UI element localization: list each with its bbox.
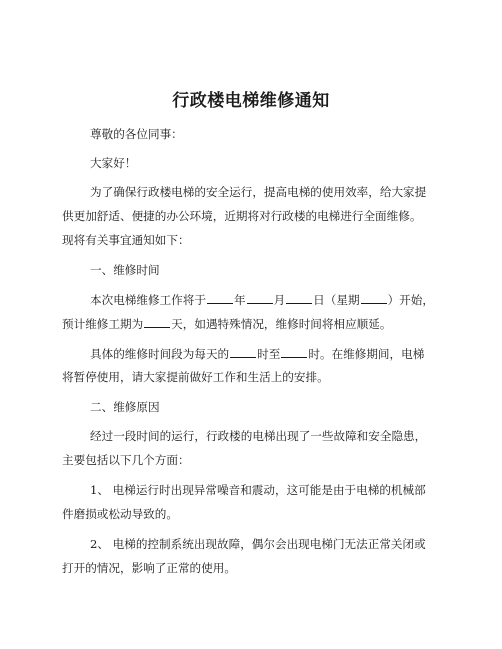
text-fragment: 本次电梯维修工作将于	[90, 293, 206, 307]
intro-line-2: 供更加舒适、便捷的办公环境，近期将对行政楼的电梯进行全面维修。	[62, 209, 422, 223]
salutation: 尊敬的各位同事：	[90, 127, 183, 141]
text-fragment: 时至	[257, 347, 281, 361]
section2-para1-line1: 经过一段时间的运行，行政楼的电梯出现了一些故障和安全隐患，	[90, 429, 427, 443]
section1-para1-line1	[90, 291, 434, 308]
document-title: 行政楼电梯维修通知	[172, 91, 330, 111]
section1-para2-line2: 将暂停使用，请大家提前做好工作和生活上的安排。	[62, 370, 329, 384]
section2-heading: 二、维修原因	[90, 400, 160, 414]
text-fragment: 月	[273, 293, 286, 307]
text-fragment: 具体的维修时间段为每天的	[90, 347, 230, 361]
greeting: 大家好！	[90, 156, 137, 170]
fill-blank-month	[247, 291, 273, 304]
fill-blank-year	[207, 291, 233, 304]
section2-item2-line2: 打开的情况，影响了正常的使用。	[62, 561, 236, 575]
text-fragment: 日（星期	[313, 293, 360, 307]
fill-blank-days	[144, 315, 170, 328]
fill-blank-start-hour	[230, 345, 256, 358]
intro-line-1: 为了确保行政楼电梯的安全运行，提高电梯的使用效率，给大家提	[90, 185, 427, 199]
fill-blank-weekday	[361, 291, 387, 304]
section2-item1-line1: 1、 电梯运行时出现异常噪音和震动，这可能是由于电梯的机械部	[90, 483, 426, 497]
section1-para1-line2	[62, 315, 391, 332]
text-fragment: 年	[233, 293, 246, 307]
text-fragment: ）开始，	[387, 293, 434, 307]
section1-heading: 一、维修时间	[90, 263, 160, 277]
text-fragment: 天，如遇特殊情况，维修时间将相应顺延。	[171, 317, 392, 331]
intro-line-3: 现将有关事宜通知如下：	[62, 233, 190, 247]
text-fragment: 时。在维修期间，电梯	[308, 347, 425, 361]
section2-para1-line2: 主要包括以下几个方面：	[62, 453, 190, 467]
text-fragment: 预计维修工期为	[62, 317, 144, 331]
section2-item1-line2: 件磨损或松动导致的。	[62, 507, 178, 521]
fill-blank-end-hour	[281, 345, 307, 358]
section1-para2-line1	[90, 345, 424, 362]
fill-blank-day	[286, 291, 312, 304]
section2-item2-line1: 2、 电梯的控制系统出现故障，偶尔会出现电梯门无法正常关闭或	[90, 537, 426, 551]
